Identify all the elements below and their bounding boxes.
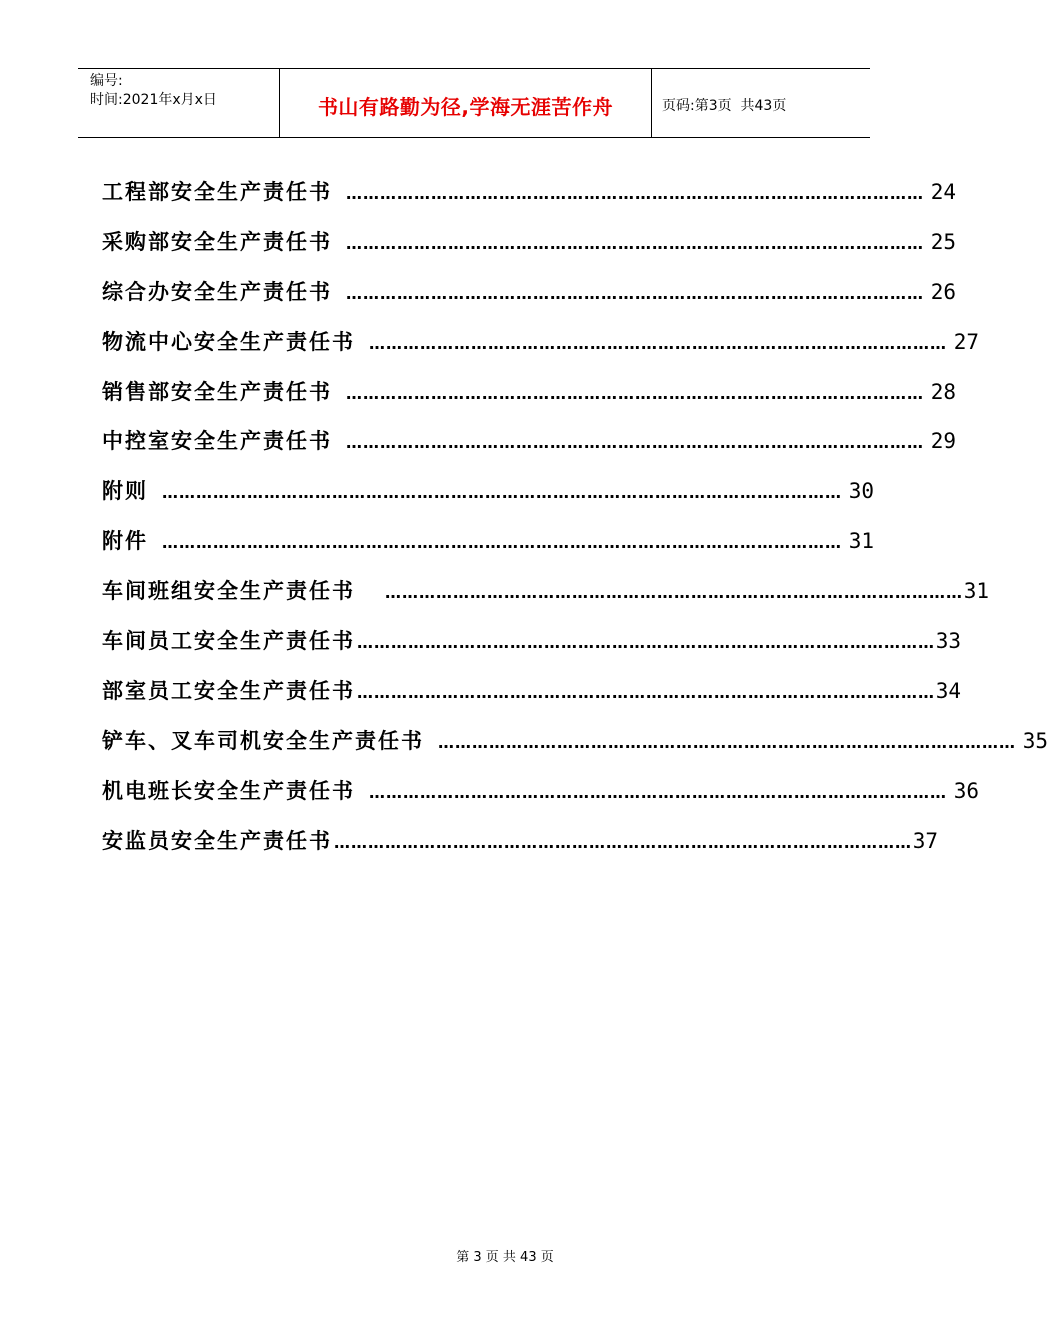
toc-entry-page: 36	[953, 778, 979, 803]
toc-entry[interactable]	[102, 326, 979, 376]
toc-entry[interactable]	[102, 625, 961, 675]
number-label: 编号:	[90, 73, 123, 89]
toc-entry[interactable]	[102, 176, 956, 226]
toc-entry-page: 31	[963, 579, 989, 604]
toc-leader-dots: …………………………………………………………………………………………	[334, 832, 912, 852]
toc-entry-title: 工程部安全生产责任书	[102, 180, 332, 204]
toc-entry-page: 28	[930, 379, 956, 404]
page-header	[78, 68, 870, 138]
toc-entry-page: 34	[935, 678, 961, 703]
toc-entry[interactable]	[102, 475, 874, 525]
toc-entry[interactable]	[102, 775, 979, 825]
toc-entry-title: 车间班组安全生产责任书	[102, 579, 355, 604]
toc-entry[interactable]	[102, 226, 956, 276]
header-meta	[78, 69, 280, 137]
footer-page-number: 第 3 页 共 43 页	[456, 1250, 554, 1265]
toc-entry-title: 附件	[102, 529, 148, 554]
toc-entry-title: 附则	[102, 479, 148, 504]
toc-leader-dots: …………………………………………………………………………………………	[438, 732, 1016, 752]
toc-leader-dots: …………………………………………………………………………………………	[346, 233, 924, 253]
toc-entry-page: 35	[1022, 728, 1048, 753]
table-of-contents	[102, 176, 1048, 874]
toc-entry[interactable]	[102, 276, 956, 326]
toc-entry-title: 物流中心安全生产责任书	[102, 329, 355, 354]
toc-entry-page: 33	[935, 629, 961, 654]
toc-leader-dots: …………………………………………………………………………………………………………	[162, 483, 842, 503]
toc-entry-title: 机电班长安全生产责任书	[102, 778, 355, 803]
page-info-text: 页码:第3页 共43页	[662, 97, 787, 114]
header-page-info	[652, 69, 870, 137]
toc-entry-page: 30	[848, 479, 874, 504]
toc-leader-dots: …………………………………………………………………………………………	[346, 283, 924, 303]
time-label: 时间:2021年x月x日	[90, 92, 217, 108]
toc-entry-page: 31	[848, 529, 874, 554]
toc-entry-page: 27	[953, 329, 979, 354]
toc-entry-title: 铲车、叉车司机安全生产责任书	[102, 728, 424, 753]
toc-entry-page: 25	[930, 229, 956, 254]
header-motto: 书山有路勤为径,学海无涯苦作舟	[280, 69, 652, 137]
toc-leader-dots: …………………………………………………………………………………………	[357, 682, 935, 702]
page-footer	[0, 1246, 950, 1265]
toc-entry-title: 中控室安全生产责任书	[102, 429, 332, 454]
toc-entry-title: 综合办安全生产责任书	[102, 279, 332, 304]
toc-entry-title: 车间员工安全生产责任书	[102, 629, 355, 654]
toc-entry-page: 24	[930, 180, 956, 204]
toc-leader-dots: …………………………………………………………………………………………	[346, 433, 924, 453]
toc-entry-title: 采购部安全生产责任书	[102, 229, 332, 254]
toc-entry-page: 26	[930, 279, 956, 304]
toc-leader-dots: …………………………………………………………………………………………	[369, 333, 947, 353]
toc-entry[interactable]	[102, 525, 874, 575]
toc-entry[interactable]	[102, 425, 956, 475]
toc-entry-title: 销售部安全生产责任书	[102, 379, 332, 404]
toc-entry-page: 37	[912, 828, 938, 853]
toc-leader-dots: …………………………………………………………………………………………	[369, 782, 947, 802]
toc-leader-dots: …………………………………………………………………………………………	[385, 583, 963, 603]
toc-entry-title: 部室员工安全生产责任书	[102, 678, 355, 703]
toc-entry[interactable]	[102, 825, 938, 875]
toc-entry[interactable]	[102, 675, 961, 725]
toc-entry[interactable]	[102, 376, 956, 426]
toc-leader-dots: …………………………………………………………………………………………………………	[162, 533, 842, 553]
toc-leader-dots: …………………………………………………………………………………………	[346, 383, 924, 403]
toc-entry[interactable]	[102, 725, 1048, 775]
toc-leader-dots: …………………………………………………………………………………………	[346, 184, 924, 203]
toc-leader-dots: …………………………………………………………………………………………	[357, 633, 935, 653]
toc-entry-title: 安监员安全生产责任书	[102, 828, 332, 853]
toc-entry[interactable]	[102, 575, 989, 625]
toc-entry-page: 29	[930, 429, 956, 454]
